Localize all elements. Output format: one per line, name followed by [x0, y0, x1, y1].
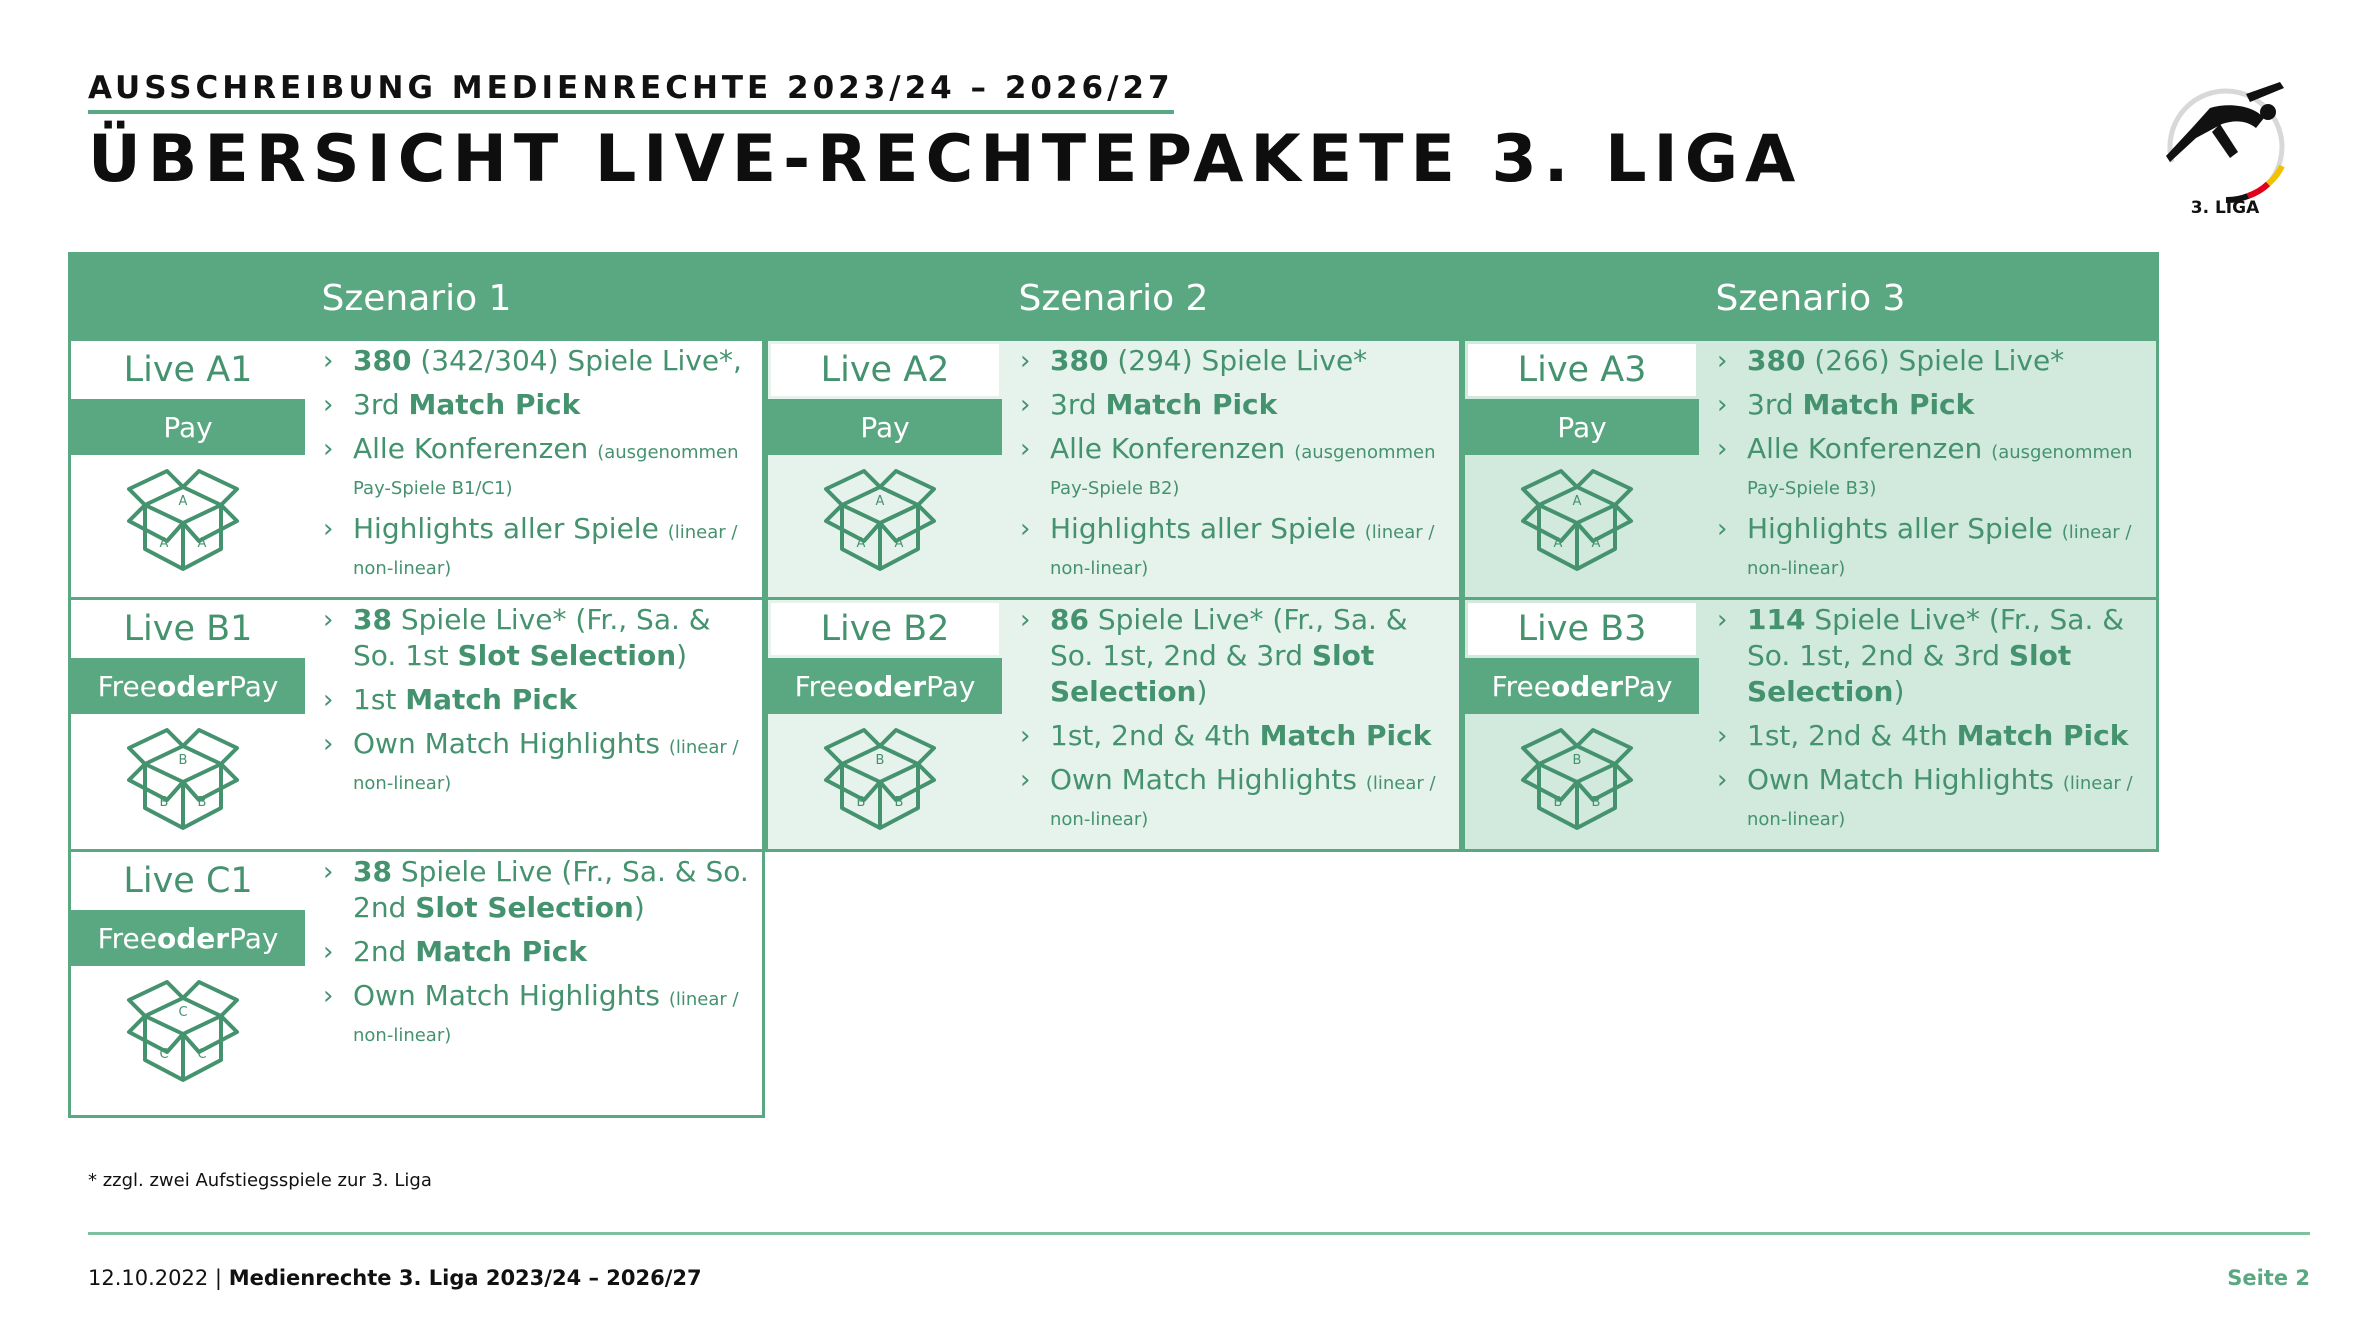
package-bullets	[1709, 602, 2150, 842]
box-letter: B	[178, 753, 188, 768]
bullet-item: › 3rd Match Pick	[1012, 387, 1453, 423]
bullet-item: › 1st Match Pick	[315, 682, 756, 718]
box-a-icon	[820, 465, 940, 577]
package-bullets	[315, 343, 756, 591]
package-type: Pay	[1465, 399, 1699, 455]
scenario-1-column	[68, 252, 765, 1118]
box-letter: B	[894, 795, 904, 810]
package-live-c1	[71, 849, 762, 1115]
box-letter: A	[197, 536, 207, 551]
box-letter: B	[1591, 795, 1601, 810]
bullet-item: › Alle Konferenzen (ausgenommen Pay-Spiele B3)	[1709, 431, 2150, 503]
package-label-block	[768, 600, 1002, 849]
bullet-item: › 2nd Match Pick	[315, 934, 756, 970]
package-type: Free oder Pay	[71, 910, 305, 966]
bullet-item: › Alle Konferenzen (ausgenommen Pay-Spiele B1/C1)	[315, 431, 756, 503]
package-label-block	[71, 341, 305, 597]
box-b-icon	[820, 724, 940, 836]
bullet-item: › Alle Konferenzen (ausgenommen Pay-Spiele B2)	[1012, 431, 1453, 503]
package-live-a3	[1465, 341, 2156, 597]
scenario-header: Szenario 2	[768, 255, 1459, 341]
package-type: Free oder Pay	[71, 658, 305, 714]
bullet-item: › 114 Spiele Live* (Fr., Sa. & So. 1st, 2nd & 3rd Slot Selection)	[1709, 602, 2150, 710]
package-live-b2	[768, 597, 1459, 849]
package-label-block	[71, 852, 305, 1115]
footer-date: 12.10.2022	[88, 1266, 209, 1290]
package-label-block	[71, 600, 305, 849]
box-c-icon	[123, 976, 243, 1088]
box-letter: B	[1553, 795, 1563, 810]
bullet-item: › 380 (266) Spiele Live*	[1709, 343, 2150, 379]
box-letter: A	[159, 536, 169, 551]
package-label-block	[1465, 341, 1699, 597]
package-type: Free oder Pay	[768, 658, 1002, 714]
package-label-block	[768, 341, 1002, 597]
box-letter: B	[1572, 753, 1582, 768]
package-bullets	[1012, 602, 1453, 842]
box-letter: C	[197, 1047, 207, 1062]
box-letter: A	[856, 536, 866, 551]
package-name: Live B2	[771, 603, 999, 655]
package-bullets	[315, 602, 756, 806]
box-letter: C	[178, 1005, 188, 1020]
footer-separator: |	[208, 1266, 229, 1290]
bullet-item: › 1st, 2nd & 4th Match Pick	[1012, 718, 1453, 754]
package-name: Live B1	[74, 603, 302, 655]
bullet-item: › 380 (294) Spiele Live*	[1012, 343, 1453, 379]
scenario-3-column	[1462, 252, 2159, 852]
bullet-item: › 3rd Match Pick	[315, 387, 756, 423]
box-letter: B	[875, 753, 885, 768]
footer-divider	[88, 1232, 2310, 1235]
bullet-item: › Highlights aller Spiele (linear / non-linear)	[1709, 511, 2150, 583]
bullet-item: › 380 (342/304) Spiele Live*,	[315, 343, 756, 379]
package-name: Live A1	[74, 344, 302, 396]
page-title: ÜBERSICHT LIVE-RECHTEPAKETE 3. LIGA	[88, 122, 1803, 197]
package-label-block	[1465, 600, 1699, 849]
scenario-header: Szenario 1	[71, 255, 762, 341]
bullet-item: › 38 Spiele Live* (Fr., Sa. & So. 1st Slot Selection)	[315, 602, 756, 674]
box-letter: A	[178, 494, 188, 509]
package-live-a2	[768, 341, 1459, 597]
package-live-b3	[1465, 597, 2156, 849]
box-a-icon	[1517, 465, 1637, 577]
bullet-item: › Highlights aller Spiele (linear / non-linear)	[1012, 511, 1453, 583]
package-name: Live B3	[1468, 603, 1696, 655]
page-number: Seite 2	[2227, 1266, 2310, 1290]
package-type: Free oder Pay	[1465, 658, 1699, 714]
footnote: * zzgl. zwei Aufstiegsspiele zur 3. Liga	[88, 1170, 432, 1191]
scenario-header: Szenario 3	[1465, 255, 2156, 341]
logo-label: 3. LIGA	[2190, 198, 2260, 218]
box-letter: A	[1572, 494, 1582, 509]
box-letter: A	[1553, 536, 1563, 551]
package-bullets	[1012, 343, 1453, 591]
package-live-a1	[71, 341, 762, 597]
scenario-2-column	[765, 252, 1462, 852]
box-letter: B	[159, 795, 169, 810]
footer-text	[88, 1266, 702, 1290]
package-live-b1	[71, 597, 762, 849]
box-b-icon	[1517, 724, 1637, 836]
box-letter: A	[1591, 536, 1601, 551]
package-name: Live A2	[771, 344, 999, 396]
bullet-item: › 86 Spiele Live* (Fr., Sa. & So. 1st, 2nd & 3rd Slot Selection)	[1012, 602, 1453, 710]
footer-title: Medienrechte 3. Liga 2023/24 – 2026/27	[228, 1266, 702, 1290]
bullet-item: › Own Match Highlights (linear / non-linear)	[315, 978, 756, 1050]
box-letter: A	[894, 536, 904, 551]
bullet-item: › Own Match Highlights (linear / non-linear)	[1709, 762, 2150, 834]
bullet-item: › Own Match Highlights (linear / non-linear)	[1012, 762, 1453, 834]
package-name: Live A3	[1468, 344, 1696, 396]
kicker-title: AUSSCHREIBUNG MEDIENRECHTE 2023/24 – 2026/27	[88, 70, 1174, 114]
box-letter: A	[875, 494, 885, 509]
box-letter: B	[856, 795, 866, 810]
package-type: Pay	[768, 399, 1002, 455]
bullet-item: › Own Match Highlights (linear / non-linear)	[315, 726, 756, 798]
bullet-item: › 1st, 2nd & 4th Match Pick	[1709, 718, 2150, 754]
bullet-item: › 3rd Match Pick	[1709, 387, 2150, 423]
package-bullets	[1709, 343, 2150, 591]
bullet-item: › Highlights aller Spiele (linear / non-linear)	[315, 511, 756, 583]
box-a-icon	[123, 465, 243, 577]
bullet-item: › 38 Spiele Live (Fr., Sa. & So. 2nd Slot Selection)	[315, 854, 756, 926]
package-type: Pay	[71, 399, 305, 455]
package-name: Live C1	[74, 855, 302, 907]
box-b-icon	[123, 724, 243, 836]
box-letter: C	[159, 1047, 169, 1062]
box-letter: B	[197, 795, 207, 810]
scenario-grid	[68, 252, 2158, 1112]
package-bullets	[315, 854, 756, 1058]
